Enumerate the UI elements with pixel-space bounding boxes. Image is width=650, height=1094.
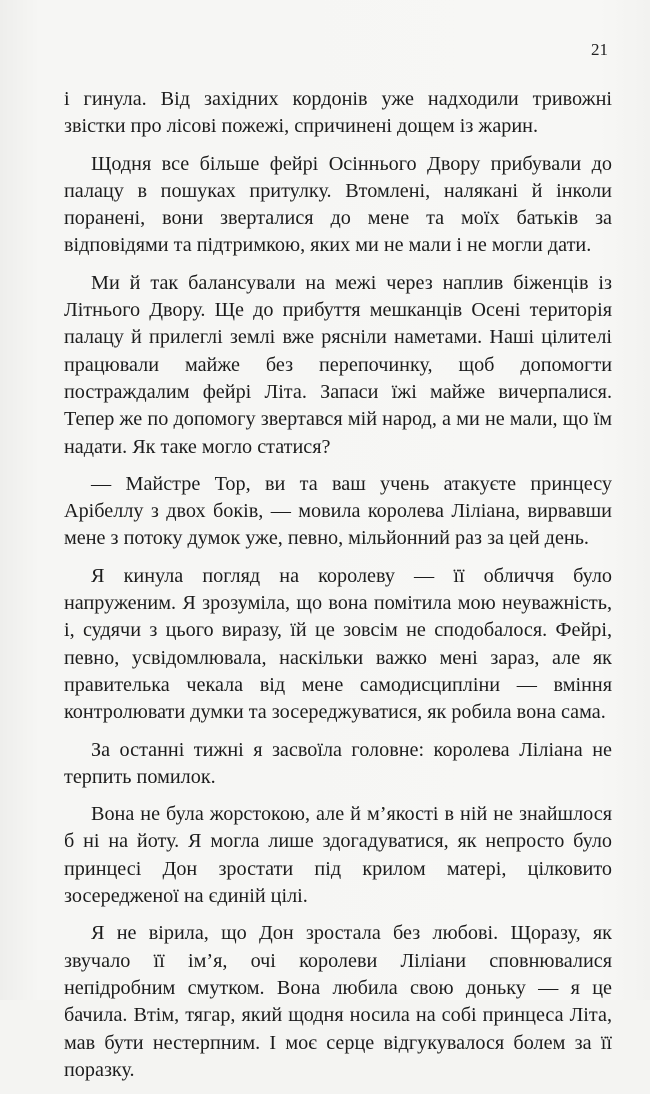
paragraph-1: і гинула. Від західних кордонів уже надходили тривожні звістки про лісові пожежі, спричинені дощем із жарин. [64, 88, 612, 138]
body-text [64, 86, 612, 1094]
paragraph-6: За останні тижні я засвоїла головне: королева Ліліана не терпить помилок. [64, 738, 612, 788]
paragraph-7: Вона не була жорстокою, але й м’якості в ній не знайшлося б ні на йоту. Я могла лише здогадуватися, як непросто було принцесі Дон зростати під крилом матері, цілковито зосередженої на єдиній цілі. [64, 803, 612, 908]
paragraph-5: Я кинула погляд на королеву — її обличчя було напруженим. Я зрозуміла, що вона помітила мою неуважність, і, судячи з цього виразу, їй це зовсім не сподобалося. Фейрі, певно, усвідомлювала, наскільки важко мені зараз, але як правителька чекала від мене самодисципліни — вміння контролювати думки та зосереджуватися, як робила вона сама. [64, 564, 612, 724]
paragraph-8: Я не вірила, що Дон зростала без любові. Щоразу, як звучало її ім’я, очі королеви Ліліани сповнювалися непідробним смутком. Вона любила свою доньку — я це бачила. Втім, тягар, який щодня носила на собі принцеса Літа, мав бути нестерпним. І моє серце відгукувалося болем за її поразку. [64, 922, 612, 1081]
page-number: 21 [591, 40, 608, 59]
paragraph-2: Щодня все більше фейрі Осіннього Двору прибували до палацу в пошуках притулку. Втомлені, налякані й інколи поранені, вони зверталися до мене та моїх батьків за відповідями та підтримкою, яких ми не мали і не могли дати. [64, 152, 612, 257]
paragraph-3: Ми й так балансували на межі через наплив біженців із Літнього Двору. Ще до прибуття мешканців Осені територія палацу й прилеглі землі вже рясніли наметами. Наші цілителі працювали майже без перепочинку, щоб допомогти постраждалим фейрі Літа. Запаси їжі майже вичерпалися. Тепер же по допомогу звертався мій народ, а ми не мали, що їм надати. Як таке могло статися? [64, 271, 612, 458]
paragraph-4: — Майстре Тор, ви та ваш учень атакуєте принцесу Арібеллу з двох боків, — мовила королева Ліліана, вирвавши мене з потоку думок уже, певно, мільйонний раз за цей день. [64, 472, 612, 550]
